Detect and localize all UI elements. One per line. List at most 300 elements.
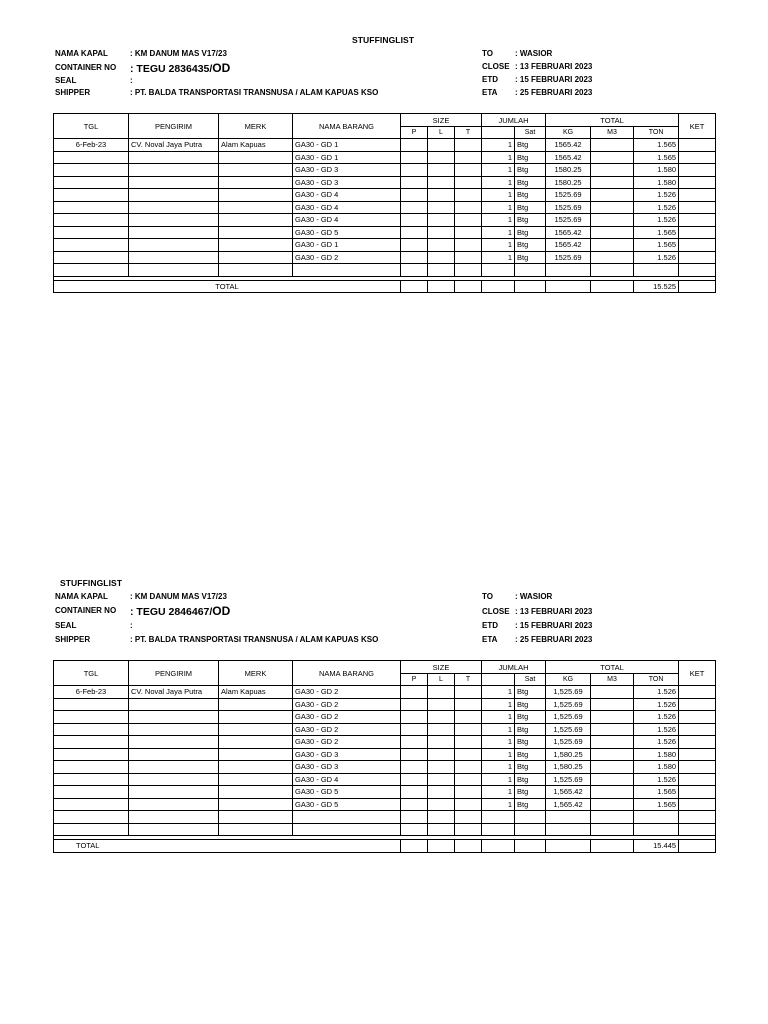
table-row <box>54 773 716 786</box>
cell-tgl <box>54 201 129 214</box>
col-nama-barang: NAMA BARANG <box>293 661 401 686</box>
cell-p <box>401 189 428 202</box>
cell-merk <box>219 698 293 711</box>
seal-value: : <box>130 76 133 85</box>
total-label: TOTAL <box>54 280 401 293</box>
cell-sat: Btg <box>515 214 546 227</box>
cell-m3 <box>591 698 634 711</box>
cell-kg: 1565.42 <box>546 226 591 239</box>
table-row <box>54 139 716 152</box>
total-kg <box>546 280 591 293</box>
total-sat <box>515 840 546 853</box>
total-m3 <box>591 280 634 293</box>
cell-merk <box>219 823 293 836</box>
cell-nama-barang: GA30 - GD 2 <box>293 711 401 724</box>
cell-l <box>428 164 455 177</box>
table-row <box>54 798 716 811</box>
col-merk: MERK <box>219 114 293 139</box>
cell-ket <box>679 748 716 761</box>
cell-p <box>401 723 428 736</box>
cell-pengirim <box>129 251 219 264</box>
table-row <box>54 251 716 264</box>
cell-merk <box>219 214 293 227</box>
cell-ton <box>634 823 679 836</box>
cell-kg: 1,525.69 <box>546 723 591 736</box>
cell-ton: 1.526 <box>634 723 679 736</box>
cell-ton: 1.526 <box>634 189 679 202</box>
total-p <box>401 840 428 853</box>
cell-m3 <box>591 151 634 164</box>
col-p: P <box>401 127 428 139</box>
table-row <box>54 736 716 749</box>
close-value: : 13 FEBRUARI 2023 <box>515 62 593 71</box>
cell-sat: Btg <box>515 201 546 214</box>
cell-ket <box>679 773 716 786</box>
cell-p <box>401 736 428 749</box>
cell-sat: Btg <box>515 151 546 164</box>
cell-pengirim <box>129 773 219 786</box>
cell-qty: 1 <box>482 698 515 711</box>
cell-tgl <box>54 811 129 824</box>
total-kg <box>546 840 591 853</box>
cell-tgl <box>54 264 129 277</box>
cell-ton: 1.580 <box>634 164 679 177</box>
shipper-label: SHIPPER <box>55 88 91 97</box>
nama-kapal-value: : KM DANUM MAS V17/23 <box>130 592 227 601</box>
cell-l <box>428 189 455 202</box>
cell-m3 <box>591 748 634 761</box>
total-ton: 15.525 <box>634 280 679 293</box>
col-t: T <box>455 674 482 686</box>
cell-t <box>455 798 482 811</box>
cell-ket <box>679 189 716 202</box>
total-t <box>455 840 482 853</box>
col-jumlah: JUMLAH <box>482 114 546 127</box>
cell-ton: 1.526 <box>634 201 679 214</box>
cell-t <box>455 698 482 711</box>
cell-ket <box>679 201 716 214</box>
cell-sat: Btg <box>515 711 546 724</box>
col-sat: Sat <box>515 674 546 686</box>
cell-sat: Btg <box>515 239 546 252</box>
table-row <box>54 711 716 724</box>
cell-kg: 1,565.42 <box>546 786 591 799</box>
cell-l <box>428 736 455 749</box>
cell-pengirim <box>129 201 219 214</box>
cell-ton: 1.580 <box>634 761 679 774</box>
total-m3 <box>591 840 634 853</box>
table-row <box>54 151 716 164</box>
cell-ket <box>679 711 716 724</box>
cell-merk <box>219 786 293 799</box>
col-l: L <box>428 127 455 139</box>
cell-qty: 1 <box>482 151 515 164</box>
col-nama-barang: NAMA BARANG <box>293 114 401 139</box>
cell-kg <box>546 264 591 277</box>
cell-m3 <box>591 251 634 264</box>
cell-t <box>455 239 482 252</box>
cell-p <box>401 811 428 824</box>
cell-pengirim <box>129 176 219 189</box>
cell-tgl <box>54 226 129 239</box>
nama-kapal-label: NAMA KAPAL <box>55 49 108 58</box>
cell-kg: 1565.42 <box>546 151 591 164</box>
col-kg: KG <box>546 127 591 139</box>
cell-t <box>455 736 482 749</box>
col-total: TOTAL <box>546 114 679 127</box>
cell-nama-barang: GA30 - GD 1 <box>293 239 401 252</box>
col-sat: Sat <box>515 127 546 139</box>
total-l <box>428 840 455 853</box>
cell-p <box>401 686 428 699</box>
nama-kapal-label: NAMA KAPAL <box>55 592 108 601</box>
col-ket: KET <box>679 114 716 139</box>
cell-p <box>401 761 428 774</box>
total-t <box>455 280 482 293</box>
col-tgl: TGL <box>54 114 129 139</box>
table-body <box>54 139 716 277</box>
cell-ket <box>679 176 716 189</box>
cell-pengirim <box>129 723 219 736</box>
cell-pengirim <box>129 736 219 749</box>
container-suffix: OD <box>212 604 231 618</box>
cell-ket <box>679 698 716 711</box>
col-ton: TON <box>634 674 679 686</box>
cell-ton: 1.526 <box>634 711 679 724</box>
cell-p <box>401 176 428 189</box>
cell-tgl <box>54 823 129 836</box>
cell-l <box>428 698 455 711</box>
cell-merk: Alam Kapuas <box>219 686 293 699</box>
cell-m3 <box>591 214 634 227</box>
cell-p <box>401 773 428 786</box>
cell-merk <box>219 239 293 252</box>
cell-merk <box>219 798 293 811</box>
stuffing-table <box>53 660 716 853</box>
cell-l <box>428 798 455 811</box>
cell-m3 <box>591 823 634 836</box>
cell-qty: 1 <box>482 251 515 264</box>
cell-tgl <box>54 773 129 786</box>
cell-kg: 1580.25 <box>546 176 591 189</box>
cell-m3 <box>591 761 634 774</box>
cell-kg: 1,565.42 <box>546 798 591 811</box>
cell-p <box>401 823 428 836</box>
table-row <box>54 686 716 699</box>
cell-t <box>455 201 482 214</box>
cell-sat: Btg <box>515 723 546 736</box>
col-total: TOTAL <box>546 661 679 674</box>
cell-merk <box>219 151 293 164</box>
cell-t <box>455 176 482 189</box>
cell-l <box>428 214 455 227</box>
cell-qty: 1 <box>482 226 515 239</box>
cell-nama-barang: GA30 - GD 1 <box>293 139 401 152</box>
cell-p <box>401 251 428 264</box>
eta-value: : 25 FEBRUARI 2023 <box>515 88 593 97</box>
cell-p <box>401 786 428 799</box>
container-number: : TEGU 2836435/ <box>130 63 213 75</box>
cell-pengirim <box>129 698 219 711</box>
cell-tgl <box>54 176 129 189</box>
close-label: CLOSE <box>482 62 510 71</box>
total-l <box>428 280 455 293</box>
cell-kg: 1,525.69 <box>546 686 591 699</box>
cell-merk <box>219 773 293 786</box>
cell-qty: 1 <box>482 711 515 724</box>
cell-pengirim <box>129 214 219 227</box>
cell-ton: 1.580 <box>634 176 679 189</box>
cell-pengirim <box>129 711 219 724</box>
cell-ton: 1.526 <box>634 698 679 711</box>
cell-kg: 1,525.69 <box>546 698 591 711</box>
cell-ket <box>679 139 716 152</box>
cell-qty: 1 <box>482 239 515 252</box>
cell-t <box>455 773 482 786</box>
cell-nama-barang: GA30 - GD 4 <box>293 201 401 214</box>
cell-nama-barang <box>293 264 401 277</box>
cell-qty: 1 <box>482 214 515 227</box>
col-m3: M3 <box>591 127 634 139</box>
col-jumlah: JUMLAH <box>482 661 546 674</box>
cell-merk: Alam Kapuas <box>219 139 293 152</box>
cell-ket <box>679 251 716 264</box>
cell-nama-barang: GA30 - GD 4 <box>293 773 401 786</box>
cell-p <box>401 748 428 761</box>
cell-t <box>455 761 482 774</box>
cell-merk <box>219 264 293 277</box>
cell-l <box>428 264 455 277</box>
table-row <box>54 176 716 189</box>
cell-nama-barang: GA30 - GD 3 <box>293 164 401 177</box>
table-row <box>54 226 716 239</box>
cell-p <box>401 164 428 177</box>
cell-merk <box>219 711 293 724</box>
cell-sat <box>515 811 546 824</box>
cell-t <box>455 723 482 736</box>
col-m3: M3 <box>591 674 634 686</box>
cell-l <box>428 201 455 214</box>
cell-kg <box>546 811 591 824</box>
cell-tgl <box>54 711 129 724</box>
cell-ket <box>679 736 716 749</box>
cell-m3 <box>591 239 634 252</box>
sheet-title: STUFFINGLIST <box>60 578 123 588</box>
cell-tgl <box>54 761 129 774</box>
col-pengirim: PENGIRIM <box>129 114 219 139</box>
cell-qty: 1 <box>482 686 515 699</box>
cell-nama-barang: GA30 - GD 2 <box>293 723 401 736</box>
cell-ton: 1.526 <box>634 251 679 264</box>
shipper-value: : PT. BALDA TRANSPORTASI TRANSNUSA / ALAM KAPUAS KSO <box>130 635 379 644</box>
to-value: : WASIOR <box>515 49 553 58</box>
cell-nama-barang: GA30 - GD 2 <box>293 736 401 749</box>
cell-merk <box>219 811 293 824</box>
cell-tgl <box>54 239 129 252</box>
nama-kapal-value: : KM DANUM MAS V17/23 <box>130 49 227 58</box>
cell-ton: 1.526 <box>634 773 679 786</box>
eta-label: ETA <box>482 88 498 97</box>
cell-l <box>428 139 455 152</box>
cell-ton: 1.526 <box>634 214 679 227</box>
cell-qty: 1 <box>482 773 515 786</box>
seal-label: SEAL <box>55 621 77 630</box>
cell-ket <box>679 151 716 164</box>
table-row <box>54 823 716 836</box>
table-row <box>54 214 716 227</box>
cell-sat: Btg <box>515 748 546 761</box>
cell-pengirim <box>129 811 219 824</box>
cell-tgl <box>54 214 129 227</box>
cell-sat: Btg <box>515 686 546 699</box>
cell-ket <box>679 164 716 177</box>
col-size: SIZE <box>401 114 482 127</box>
cell-ket <box>679 811 716 824</box>
table-row <box>54 811 716 824</box>
cell-pengirim <box>129 264 219 277</box>
cell-ket <box>679 214 716 227</box>
cell-nama-barang: GA30 - GD 2 <box>293 686 401 699</box>
cell-pengirim <box>129 226 219 239</box>
cell-m3 <box>591 201 634 214</box>
col-size: SIZE <box>401 661 482 674</box>
cell-sat <box>515 823 546 836</box>
eta-value: : 25 FEBRUARI 2023 <box>515 635 593 644</box>
cell-pengirim <box>129 189 219 202</box>
sheet-title: STUFFINGLIST <box>352 35 415 45</box>
cell-pengirim <box>129 239 219 252</box>
cell-kg: 1525.69 <box>546 189 591 202</box>
cell-merk <box>219 723 293 736</box>
eta-label: ETA <box>482 635 498 644</box>
total-qty <box>482 280 515 293</box>
col-qty <box>482 127 515 139</box>
cell-l <box>428 239 455 252</box>
cell-qty: 1 <box>482 189 515 202</box>
cell-nama-barang: GA30 - GD 5 <box>293 798 401 811</box>
table-body <box>54 686 716 836</box>
cell-ket <box>679 823 716 836</box>
cell-p <box>401 711 428 724</box>
cell-l <box>428 711 455 724</box>
cell-qty <box>482 823 515 836</box>
table-header-row <box>54 114 716 127</box>
cell-kg: 1,580.25 <box>546 761 591 774</box>
cell-t <box>455 264 482 277</box>
col-qty <box>482 674 515 686</box>
table-row <box>54 723 716 736</box>
stuffing-table <box>53 113 716 293</box>
cell-ket <box>679 239 716 252</box>
cell-m3 <box>591 686 634 699</box>
cell-kg <box>546 823 591 836</box>
cell-t <box>455 786 482 799</box>
cell-nama-barang: GA30 - GD 3 <box>293 176 401 189</box>
cell-pengirim <box>129 823 219 836</box>
cell-qty: 1 <box>482 723 515 736</box>
cell-p <box>401 139 428 152</box>
cell-sat: Btg <box>515 773 546 786</box>
cell-nama-barang: GA30 - GD 3 <box>293 748 401 761</box>
total-ton: 15.445 <box>634 840 679 853</box>
cell-l <box>428 773 455 786</box>
cell-t <box>455 711 482 724</box>
cell-sat: Btg <box>515 698 546 711</box>
seal-value: : <box>130 621 133 630</box>
cell-pengirim <box>129 151 219 164</box>
cell-nama-barang: GA30 - GD 1 <box>293 151 401 164</box>
cell-merk <box>219 189 293 202</box>
cell-qty: 1 <box>482 748 515 761</box>
cell-tgl <box>54 251 129 264</box>
total-label: TOTAL <box>54 840 401 853</box>
total-row <box>54 280 716 293</box>
cell-merk <box>219 226 293 239</box>
to-value: : WASIOR <box>515 592 553 601</box>
cell-nama-barang <box>293 811 401 824</box>
cell-merk <box>219 164 293 177</box>
cell-sat: Btg <box>515 164 546 177</box>
cell-merk <box>219 748 293 761</box>
cell-p <box>401 151 428 164</box>
cell-sat: Btg <box>515 251 546 264</box>
cell-t <box>455 823 482 836</box>
cell-kg: 1,580.25 <box>546 748 591 761</box>
table-row <box>54 164 716 177</box>
cell-qty: 1 <box>482 761 515 774</box>
cell-tgl <box>54 748 129 761</box>
col-tgl: TGL <box>54 661 129 686</box>
cell-l <box>428 176 455 189</box>
cell-qty: 1 <box>482 139 515 152</box>
cell-ket <box>679 686 716 699</box>
shipper-label: SHIPPER <box>55 635 91 644</box>
cell-sat: Btg <box>515 189 546 202</box>
cell-sat: Btg <box>515 798 546 811</box>
table-row <box>54 748 716 761</box>
to-label: TO <box>482 49 493 58</box>
cell-p <box>401 239 428 252</box>
cell-qty: 1 <box>482 164 515 177</box>
cell-m3 <box>591 786 634 799</box>
cell-l <box>428 811 455 824</box>
cell-p <box>401 201 428 214</box>
cell-m3 <box>591 164 634 177</box>
cell-pengirim <box>129 786 219 799</box>
cell-kg: 1565.42 <box>546 139 591 152</box>
cell-t <box>455 251 482 264</box>
cell-l <box>428 748 455 761</box>
cell-ton: 1.526 <box>634 686 679 699</box>
cell-sat: Btg <box>515 139 546 152</box>
cell-ton: 1.526 <box>634 736 679 749</box>
cell-nama-barang: GA30 - GD 5 <box>293 226 401 239</box>
total-p <box>401 280 428 293</box>
cell-qty: 1 <box>482 201 515 214</box>
cell-ket <box>679 226 716 239</box>
cell-pengirim <box>129 798 219 811</box>
cell-ton: 1.565 <box>634 139 679 152</box>
col-p: P <box>401 674 428 686</box>
cell-ton: 1.565 <box>634 798 679 811</box>
cell-tgl <box>54 786 129 799</box>
cell-kg: 1,525.69 <box>546 773 591 786</box>
cell-pengirim: CV. Noval Jaya Putra <box>129 686 219 699</box>
cell-merk <box>219 201 293 214</box>
cell-l <box>428 823 455 836</box>
col-ton: TON <box>634 127 679 139</box>
cell-m3 <box>591 264 634 277</box>
